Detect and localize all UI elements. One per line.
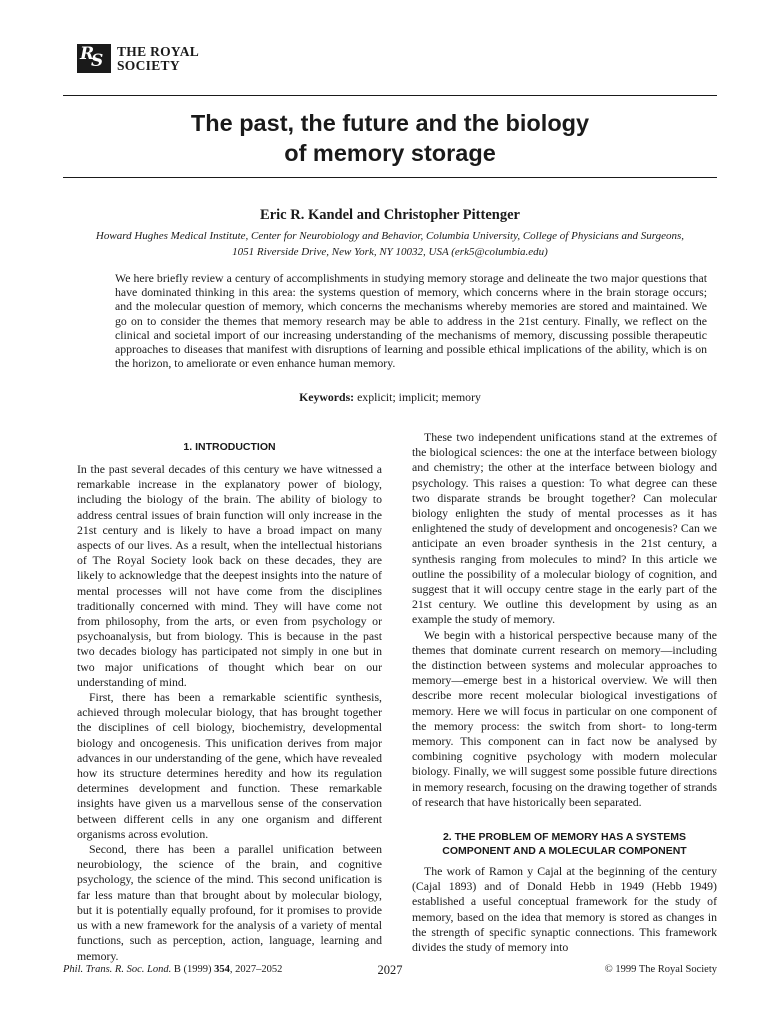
abstract: We here briefly review a century of accomplishments in studying memory storage and delineate the two major questions that have dominated thinking in this area: the systems question of memory, which concerns where in the brain storage occurs; and the molecular question of memory, which concerns the mechanisms whereby memories are stored and maintained. We go on to consider the themes that memory research may be able to address in the 21st century. Finally, we reflect on the clinical and societal import of our increasing understanding of the mechanisms of memory, discussing possible therapeutic approaches to diseases that manifest with disruptions of learning and possible ethical implications of the ability, which is on the horizon, to ameliorate or even enhance human memory. [115, 271, 707, 371]
author-list: Eric R. Kandel and Christopher Pittenger [260, 207, 520, 223]
royal-society-emblem-icon: R S [77, 44, 111, 73]
paragraph: Second, there has been a parallel unification between neurobiology, the science of the brain, and cognitive psychology, the science of the mind. This second unification is far less mature than that brought about by molecular biology, but it is potentially equally profound, for it promises to provide us with a new framework for the analysis of a variety of mental functions, such as perception, action, language, learning and memory. [77, 842, 382, 963]
title-line-1: The past, the future and the biology [190, 110, 590, 136]
royal-society-logo [77, 44, 199, 73]
keywords [63, 390, 717, 404]
publisher-name-line1: THE ROYAL [117, 43, 200, 59]
journal-volume: 354 [214, 964, 230, 975]
affiliation [70, 229, 710, 260]
paragraph: The work of Ramon y Cajal at the beginning of the century (Cajal 1893) and of Donald Hebb in 1949 (Hebb 1949) established a useful conceptual framework for the study of memory, based on the idea that memory is stored as changes in the strength of specific synaptic connections. This framework divides the study of memory into [412, 864, 717, 955]
journal-citation: Phil. Trans. R. Soc. Lond. B (1999) 354, 2027–2052 [63, 964, 283, 975]
article-title [63, 108, 717, 168]
affiliation-line-2: 1051 Riverside Drive, New York, NY 10032, USA (erk5@columbia.edu) [232, 245, 548, 258]
journal-year: (1999) [183, 964, 212, 975]
publisher-name-line2: SOCIETY [117, 57, 180, 73]
section-2-heading-line-1: 2. THE PROBLEM OF MEMORY HAS A SYSTEMS [442, 831, 687, 844]
title-bottom-rule [63, 177, 717, 178]
keywords-label: Keywords: [299, 390, 355, 404]
title-line-2: of memory storage [284, 140, 496, 166]
section-2-heading [412, 830, 717, 858]
left-column [77, 430, 382, 964]
affiliation-line-1: Howard Hughes Medical Institute, Center for Neurobiology and Behavior, Columbia University, College of Physicians and Surgeons, [95, 230, 685, 242]
top-rule [63, 95, 717, 96]
paragraph: First, there has been a remarkable scientific synthesis, achieved through molecular biology, that has brought together the disciplines of cell biology, biochemistry, developmental biology and oncogenesis. This unification derives from major advances in our understanding of the gene, which have revealed how its structure determines heredity and how its regulation determines development and function. These remarkable insights have given us a marvellous sense of the conservation between different cells in any one organism and different organisms across evolution. [77, 690, 382, 841]
section-2-heading-line-2: COMPONENT AND A MOLECULAR COMPONENT [442, 845, 687, 858]
paragraph: In the past several decades of this century we have witnessed a remarkable increase in the explanatory power of biology, including the biology of the brain. The ability of biology to address central issues of brain function will only increase in the 21st century and is likely to have a broad impact on many aspects of our lives. As a result, when the intellectual historians of The Royal Society look back on these decades, they are likely to acknowledge that the deepest insights into the nature of mental processes will not have come from the disciplines traditionally concerned with mind. They will have come not from philosophy, from the arts, or even from psychology or psychoanalysis, but from biology. This is because in the past two decades biology has participated not simply in one but in two major unifications of thought which bear on our understanding of mind. [77, 462, 382, 689]
right-column [412, 430, 717, 955]
page-number: 2027 [377, 963, 403, 977]
journal-series: B [173, 964, 181, 975]
section-1-heading: 1. INTRODUCTION [183, 441, 276, 453]
publisher-name [117, 45, 199, 73]
paragraph: These two independent unifications stand at the extremes of the biological sciences: the one at the interface between biology and chemistry; the other at the interface between biology and psychology. This raises a question: To what degree can these two disparate strands be brought together? Can molecular biology enlighten the study of mental processes as it has enlightened the study of development and oncogenesis? Can we anticipate an even broader synthesis in the 21st century, a synthesis ranging from molecules to mind? In this article we outline the possibility of a molecular biology of cognition, and suggest that it will occupy centre stage in the early part of the 21st century. We outline this development by using as an example the study of memory. [412, 430, 717, 627]
keywords-list: explicit; implicit; memory [357, 390, 481, 404]
journal-pages: 2027–2052 [235, 964, 283, 975]
paragraph: We begin with a historical perspective because many of the themes that dominate current research on memory—including the distinction between systems and molecular approaches to memory—emerge best in a historical overview. We will then describe more recent molecular biological investigations of memory. Here we will focus in particular on one component of the memory process: the switch from short- to long-term memory. This component can in fact now be analysed by combining cognitive psychology with modern molecular biology. Finally, we will suggest some possible future directions in memory research, focusing on the drawing together of strands of research that have historically been separated. [412, 627, 717, 809]
copyright: © 1999 The Royal Society [604, 964, 717, 975]
journal-name: Phil. Trans. R. Soc. Lond. [63, 964, 172, 975]
